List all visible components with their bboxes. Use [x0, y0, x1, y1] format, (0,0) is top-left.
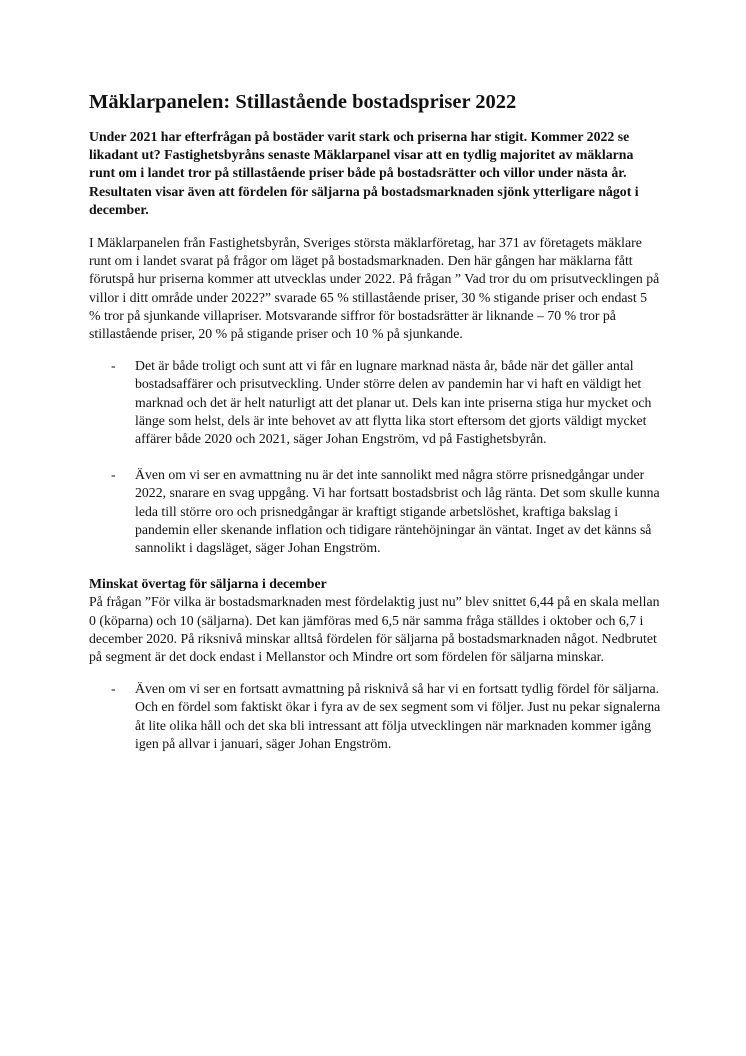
list-dash: - — [111, 681, 116, 697]
quote-text: Även om vi ser en fortsatt avmattning på risknivå så har vi en fortsatt tydlig fördel för säljarna. Och en fördel som faktiskt ökar i fyra av de sex segment som vi följer. Just nu pekar signalerna åt lite olika håll och det ska bli intressant att följa utvecklingen när marknaden kommer igång igen på allvar i januari, säger Johan Engström. — [135, 681, 661, 751]
quote-item — [89, 680, 661, 753]
quote-text: Även om vi ser en avmattning nu är det inte sannolikt med några större prisnedgångar under 2022, snarare en svag uppgång. Vi har fortsatt bostadsbrist och låg ränta. Det som skulle kunna leda till större oro och prisnedgångar är kraftigt stigande arbetslöshet, kraftiga bakslag i pandemin eller skenande inflation och tidigare räntehöjningar än väntat. Inget av det känns så sannolikt i dagsläget, säger Johan Engström. — [135, 467, 660, 556]
intro-paragraph: I Mäklarpanelen från Fastighetsbyrån, Sveriges största mäklarföretag, har 371 av företagets mäklare runt om i landet svarat på frågor om läget på bostadsmarknaden. Den här gången har mäklarna fått förutspå hur priserna kommer att utvecklas under 2022. På frågan ” Vad tror du om prisutvecklingen på villor i ditt område under 2022?” svarade 65 % stillastående priser, 30 % stigande priser och endast 5 % tror på sjunkande villapriser. Motsvarande siffror för bostadsrätter är liknande – 70 % tror på stillastående priser, 20 % på stigande priser och 10 % på sjunkande. — [89, 235, 660, 342]
quote-list — [89, 680, 661, 753]
quote-list — [89, 357, 661, 557]
list-dash: - — [111, 467, 116, 483]
section-paragraph: På frågan ”För vilka är bostadsmarknaden mest fördelaktig just nu” blev snittet 6,44 på en skala mellan 0 (köparna) och 10 (säljarna). Det kan jämföras med 6,5 när samma fråga ställdes i oktober och 6,7 i december 2020. På riksnivå minskar alltså fördelen för säljarna på bostadsmarknaden något. Nedbrutet på segment är det dock endast i Mellanstor och Mindre ort som fördelen för säljarna minskar. — [89, 594, 660, 665]
quote-text: Det är både troligt och sunt att vi får en lugnare marknad nästa år, både när det gäller antal bostadsaffärer och prisutveckling. Under större delen av pandemin har vi haft en väldigt het marknad och det är helt naturligt att det planar ut. Dels kan inte priserna stiga hur mycket och länge som helst, dels är inte behovet av att flytta lika stort eftersom det gjorts väldigt mycket affärer både 2020 och 2021, säger Johan Engström, vd på Fastighetsbyrån. — [135, 358, 652, 447]
document-content — [89, 89, 661, 771]
list-dash: - — [111, 358, 116, 374]
lead-paragraph: Under 2021 har efterfrågan på bostäder varit stark och priserna har stigit. Kommer 2022 se likadant ut? Fastighetsbyråns senaste Mäklarpanel visar att en tydlig majoritet av mäklarna runt om i landet tror på stillastående priser både på bostadsrätter och villor under nästa år. Resultaten visar även att fördelen för säljarna på bostadsmarknaden sjönk ytterligare något i december. — [89, 129, 639, 217]
section-heading: Minskat övertag för säljarna i december — [89, 576, 327, 592]
quote-item — [89, 466, 661, 557]
page-title: Mäklarpanelen: Stillastående bostadspriser 2022 — [89, 91, 517, 113]
quote-item — [89, 357, 661, 448]
